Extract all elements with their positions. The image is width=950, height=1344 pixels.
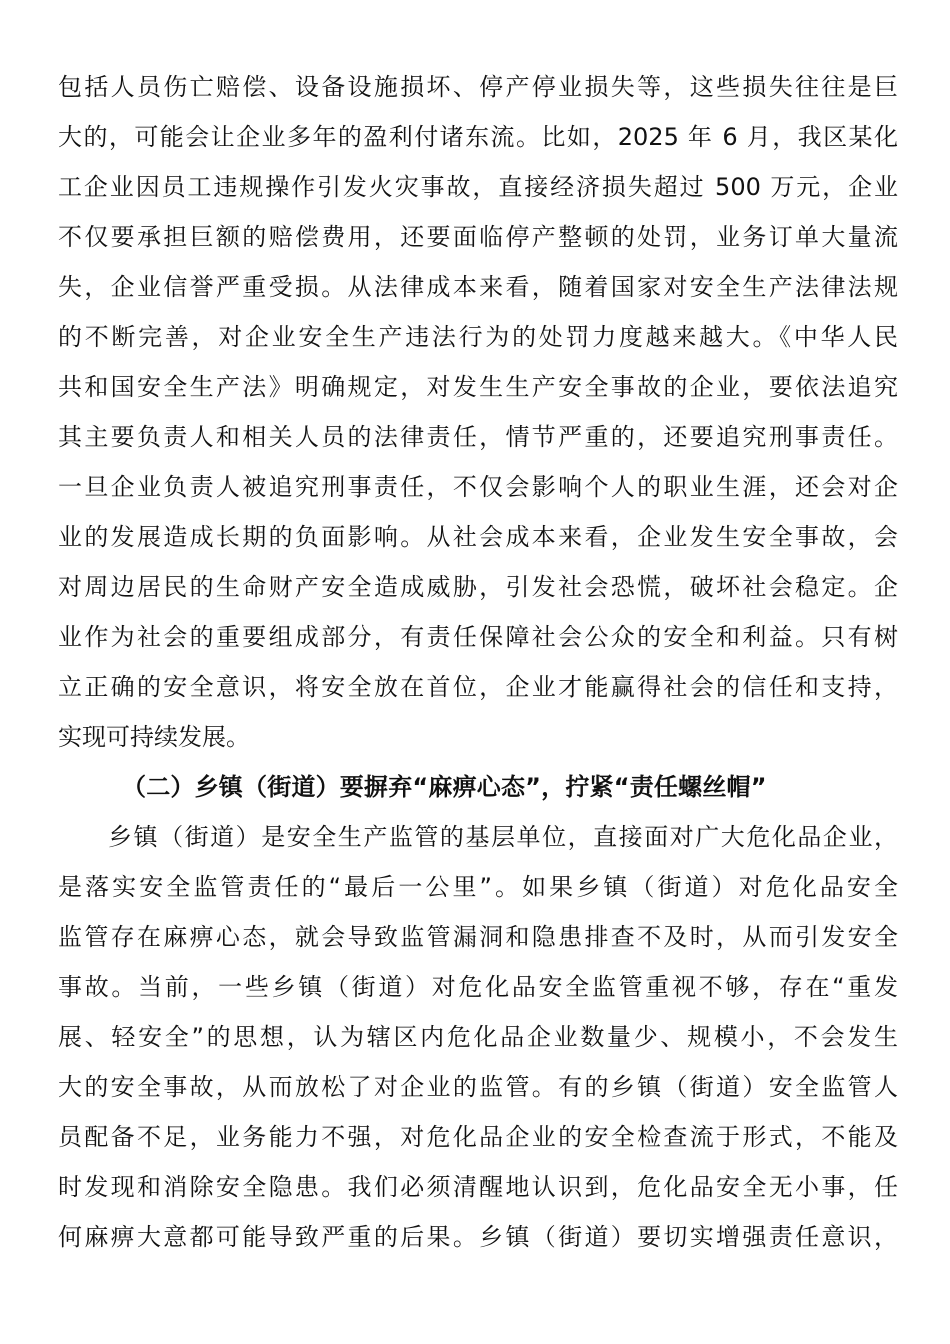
text-line: 展、轻安全”的思想，认为辖区内危化品企业数量少、规模小，不会发生 [58, 1023, 898, 1051]
text-line: 乡镇（街道）是安全生产监管的基层单位，直接面对广大危化品企业， [108, 823, 898, 851]
text-line: 工企业因员工违规操作引发火灾事故，直接经济损失超过 500 万元，企业 [58, 173, 898, 201]
text-line: 包括人员伤亡赔偿、设备设施损坏、停产停业损失等，这些损失往往是巨 [58, 73, 898, 101]
document-body [58, 62, 898, 1262]
text-line: 何麻痹大意都可能导致严重的后果。乡镇（街道）要切实增强责任意识， [58, 1223, 898, 1251]
text-line: 一旦企业负责人被追究刑事责任，不仅会影响个人的职业生涯，还会对企 [58, 473, 898, 501]
text-line: 业的发展造成长期的负面影响。从社会成本来看，企业发生安全事故，会 [58, 523, 898, 551]
text-line: 是落实安全监管责任的“最后一公里”。如果乡镇（街道）对危化品安全 [58, 873, 898, 901]
text-line: 对周边居民的生命财产安全造成威胁，引发社会恐慌，破坏社会稳定。企 [58, 573, 898, 601]
text-line: 业作为社会的重要组成部分，有责任保障社会公众的安全和利益。只有树 [58, 623, 898, 651]
text-line: 监管存在麻痹心态，就会导致监管漏洞和隐患排查不及时，从而引发安全 [58, 923, 898, 951]
text-line: 共和国安全生产法》明确规定，对发生生产安全事故的企业，要依法追究 [58, 373, 898, 401]
text-line: 其主要负责人和相关人员的法律责任，情节严重的，还要追究刑事责任。 [58, 423, 898, 451]
section-heading: （二）乡镇（街道）要摒弃“麻痹心态”，拧紧“责任螺丝帽” [122, 773, 767, 801]
text-line: 大的安全事故，从而放松了对企业的监管。有的乡镇（街道）安全监管人 [58, 1073, 898, 1101]
text-line: 时发现和消除安全隐患。我们必须清醒地认识到，危化品安全无小事，任 [58, 1173, 898, 1201]
text-line: 不仅要承担巨额的赔偿费用，还要面临停产整顿的处罚，业务订单大量流 [58, 223, 898, 251]
paragraph-township-responsibility [58, 812, 898, 1262]
text-line: 事故。当前，一些乡镇（街道）对危化品安全监管重视不够，存在“重发 [58, 973, 898, 1001]
text-line: 的不断完善，对企业安全生产违法行为的处罚力度越来越大。《中华人民 [58, 323, 898, 351]
text-line: 实现可持续发展。 [58, 723, 250, 751]
paragraph-cost-analysis [58, 62, 898, 762]
text-line: 失，企业信誉严重受损。从法律成本来看，随着国家对安全生产法律法规 [58, 273, 898, 301]
text-line: 大的，可能会让企业多年的盈利付诸东流。比如，2025 年 6 月，我区某化 [58, 123, 898, 151]
text-line: 立正确的安全意识，将安全放在首位，企业才能赢得社会的信任和支持， [58, 673, 898, 701]
text-line: 员配备不足，业务能力不强，对危化品企业的安全检查流于形式，不能及 [58, 1123, 898, 1151]
